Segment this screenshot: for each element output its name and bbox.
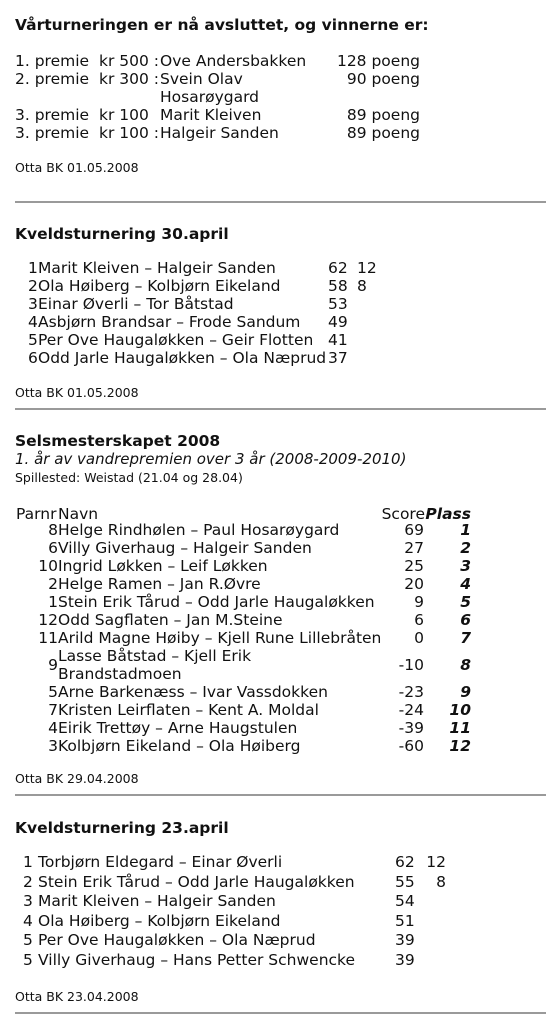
score: 6 [414,611,424,629]
kveld23-row [0,951,547,969]
divider [15,794,546,796]
score: 0 [414,629,424,647]
score: 49 [328,313,348,331]
selsm-row [0,719,547,737]
kveld23-row [0,912,547,930]
rank-number: 5 [23,951,33,969]
selsm-title: Selsmesterskapet 2008 [15,432,221,450]
col-score: Score [381,505,425,523]
score: 58 [328,277,348,295]
placement: 11 [449,719,471,737]
pair-names: Eirik Trettøy – Arne Haugstulen [58,719,298,737]
pair-number: 8 [48,521,58,539]
rank-number: 1 [23,853,33,871]
pair-names: Stein Erik Tårud – Odd Jarle Haugaløkken [38,872,355,891]
placement: 3 [460,557,471,575]
selsm-row [0,683,547,701]
pair-names: Stein Erik Tårud – Odd Jarle Haugaløkken [58,593,375,611]
prize-names-cont: Hosarøygard [160,88,260,106]
prize-score: 89 poeng [346,106,420,124]
kveld30-row [0,277,547,295]
placement: 2 [460,539,471,557]
pair-number: 11 [38,629,58,647]
pair-names: Per Ove Haugaløkken – Geir Flotten [38,331,314,349]
selsm-row [0,521,547,539]
score: 55 [395,872,415,891]
selsm-row [0,701,547,719]
pair-names: Marit Kleiven – Halgeir Sanden [38,892,276,911]
selsm-venue: Spillested: Weistad (21.04 og 28.04) [15,470,243,485]
pair-names: Asbjørn Brandsar – Frode Sandum [38,313,301,331]
rank-number: 2 [28,277,38,295]
prize-amount: kr 500 : [99,52,160,70]
pair-names: Villy Giverhaug – Hans Petter Schwencke [38,951,356,969]
pair-names: Ola Høiberg – Kolbjørn Eikeland [38,277,281,295]
placement: 5 [460,593,471,611]
col-plass: Plass [425,505,471,523]
score: 39 [395,931,415,950]
pair-names: Helge Rindhølen – Paul Hosarøygard [58,521,340,539]
pair-names: Kristen Leirflaten – Kent A. Moldal [58,701,319,719]
rank-number: 6 [28,349,38,367]
divider [15,1012,546,1014]
divider [15,408,546,410]
prize-place: 3. premie [15,124,90,142]
extra-points: 12 [426,853,446,871]
selsm-row [0,647,547,683]
pair-names: Odd Sagflaten – Jan M.Steine [58,611,283,629]
pair-names: Einar Øverli – Tor Båtstad [38,295,234,313]
score: 25 [404,557,424,575]
prize-score: 128 poeng [336,52,420,70]
placement: 1 [460,521,471,539]
selsm-row [0,593,547,611]
pair-number: 12 [38,611,58,629]
prize-title: Vårturneringen er nå avsluttet, og vinnerne er: [15,16,429,34]
pair-number: 1 [48,593,58,611]
kveld30-row [0,349,547,367]
pair-names: Helge Ramen – Jan R.Øvre [58,575,261,593]
score: -23 [398,683,424,701]
col-navn: Navn [58,505,99,523]
prize-row [0,106,547,124]
selsm-row [0,557,547,575]
pair-names: Ola Høiberg – Kolbjørn Eikeland [38,911,281,930]
kveld30-title: Kveldsturnering 30.april [15,225,229,243]
rank-number: 5 [28,331,38,349]
rank-number: 2 [23,872,33,891]
placement: 9 [460,683,471,701]
prize-score: 89 poeng [346,124,420,142]
selsm-row [0,575,547,593]
rank-number: 4 [28,313,38,331]
selsm-row [0,629,547,647]
prize-place: 1. premie [15,52,90,70]
score: 51 [395,911,415,930]
score: 20 [404,575,424,593]
pair-number: 6 [48,539,58,557]
placement: 12 [449,737,471,755]
prize-row [0,52,547,70]
pair-names: Per Ove Haugaløkken – Ola Næprud [38,931,316,950]
extra-points: 8 [357,277,367,295]
selsm-subtitle: 1. år av vandrepremien over 3 år (2008-2009-2010) [15,450,407,468]
pair-names: Arne Barkenæss – Ivar Vassdokken [58,683,328,701]
prize-score: 90 poeng [346,70,420,88]
col-parnr: Parnr [16,505,57,523]
prize-place: 2. premie [15,70,90,88]
rank-number: 3 [28,295,38,313]
score: 41 [328,331,348,349]
score: -24 [398,701,424,719]
pair-names: Odd Jarle Haugaløkken – Ola Næprud [38,349,327,367]
pair-number: 2 [48,575,58,593]
pair-number: 10 [38,557,58,575]
pair-names: Arild Magne Høiby – Kjell Rune Lillebråten [58,629,382,647]
pair-names: Kolbjørn Eikeland – Ola Høiberg [58,737,301,755]
prize-names: Ove Andersbakken [160,52,307,70]
pair-names: Torbjørn Eldegard – Einar Øverli [38,853,283,871]
extra-points: 12 [357,259,377,277]
score: -10 [398,656,424,674]
kveld30-footer: Otta BK 01.05.2008 [15,385,139,400]
placement: 8 [460,656,471,674]
score: 9 [414,593,424,611]
prize-footer: Otta BK 01.05.2008 [15,160,139,175]
score: 39 [395,951,415,969]
placement: 4 [460,575,471,593]
prize-amount: kr 300 : [99,70,160,88]
score: 69 [404,521,424,539]
kveld30-row [0,313,547,331]
kveld30-row [0,259,547,277]
kveld23-row [0,873,547,891]
pair-number: 3 [48,737,58,755]
score: -60 [398,737,424,755]
score: 37 [328,349,348,367]
pair-names: Ingrid Løkken – Leif Løkken [58,557,268,575]
kveld23-title: Kveldsturnering 23.april [15,819,229,837]
prize-amount: kr 100 : [99,124,160,142]
score: 53 [328,295,348,313]
pair-names: Marit Kleiven – Halgeir Sanden [38,259,276,277]
prize-amount: kr 100 [99,106,149,124]
kveld23-row [0,931,547,949]
rank-number: 5 [23,931,33,950]
kveld23-footer: Otta BK 23.04.2008 [15,989,139,1004]
pair-names: Villy Giverhaug – Halgeir Sanden [58,539,312,557]
selsm-row [0,737,547,755]
score: 54 [395,892,415,911]
kveld30-row [0,295,547,313]
score: -39 [398,719,424,737]
prize-row [0,124,547,142]
score: 62 [395,853,415,871]
rank-number: 1 [28,259,38,277]
pair-number: 5 [48,683,58,701]
selsm-footer: Otta BK 29.04.2008 [15,771,139,786]
pair-names: Lasse Båtstad – Kjell Erik [58,647,252,665]
kveld23-row [0,853,547,871]
extra-points: 8 [436,872,446,891]
placement: 7 [460,629,471,647]
pair-names-cont: Brandstadmoen [58,665,182,683]
placement: 6 [460,611,471,629]
kveld30-row [0,331,547,349]
score: 27 [404,539,424,557]
placement: 10 [449,701,471,719]
rank-number: 4 [23,911,33,930]
kveld23-row [0,892,547,910]
pair-number: 9 [48,656,58,674]
prize-names: Halgeir Sanden [160,124,279,142]
selsm-row [0,539,547,557]
rank-number: 3 [23,892,33,911]
score: 62 [328,259,348,277]
prize-place: 3. premie [15,106,90,124]
pair-number: 4 [48,719,58,737]
pair-number: 7 [48,701,58,719]
divider [15,201,546,203]
selsm-row [0,611,547,629]
prize-names: Marit Kleiven [160,106,262,124]
prize-row [0,70,547,106]
prize-names: Svein Olav [160,70,243,88]
